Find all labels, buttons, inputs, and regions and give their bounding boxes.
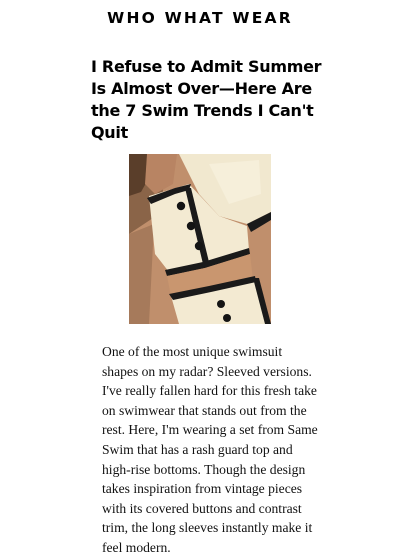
article-body-paragraph: One of the most unique swimsuit shapes on my radar? Sleeved versions. I've really fallen hard for this fresh take on swimwear that stands out from the rest. Here, I'm wearing a set from Same Swim that has a rash guard top and high-rise bottoms. Though the design takes inspiration from vintage pieces with its covered buttons and contrast trim, the long sleeves instantly make it feel modern. <box>102 344 318 555</box>
site-logo[interactable]: WHO WHAT WEAR <box>107 9 293 27</box>
article-photo <box>129 154 271 324</box>
article-headline: I Refuse to Admit Summer Is Almost Over—Here Are the 7 Swim Trends I Can't Quit <box>91 57 322 142</box>
